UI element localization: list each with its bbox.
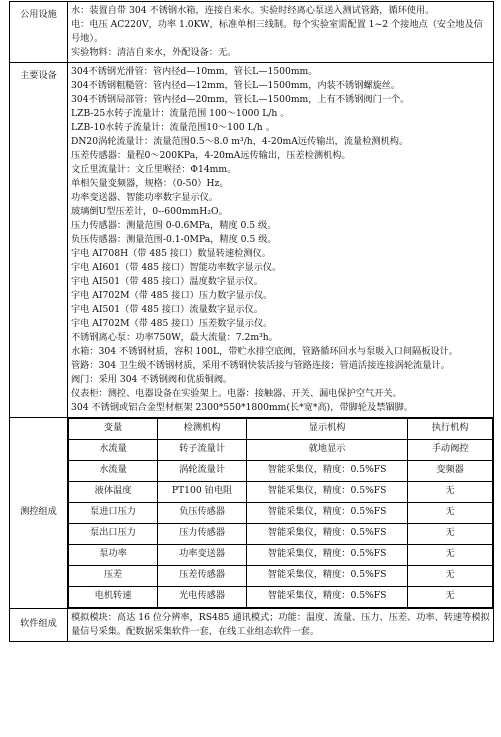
- cell-variable: 泵出口压力: [69, 524, 158, 545]
- cell-variable: 泵功率: [69, 545, 158, 566]
- equipment-line: 宇电 AI702M（带 485 接口）压力数字显示仪。: [71, 290, 273, 301]
- public-content: [68, 2, 494, 63]
- public-row: [10, 2, 494, 63]
- equipment-line: LZB-25水转子流量计：流量范围 100～1000 L/h 。: [71, 108, 290, 119]
- cell-variable: 液体温度: [69, 482, 158, 503]
- software-content: [68, 609, 494, 642]
- equipment-line: 304不锈钢光滑管：管内径d—10mm，管长L—1500mm。: [71, 66, 318, 77]
- table-row: [69, 503, 493, 524]
- equipment-line: 管路：304 卫生级不锈钢材质，采用不锈钢快装活接与管路连接；管道活接连接涡轮流量计。: [71, 360, 450, 371]
- cell-variable: 泵进口压力: [69, 503, 158, 524]
- equipment-line: 单相矢量变频器，规格：（0-50）Hz。: [71, 178, 229, 189]
- control-label: 测控组成: [10, 418, 68, 609]
- equipment-line: 玻璃倒U型压差计，0--600mmH₂O。: [71, 206, 228, 217]
- equipment-line: 功率变送器、智能功率数字显示仪。: [71, 192, 218, 203]
- table-row: [69, 482, 493, 503]
- equipment-line: 水箱：304 不锈钢材质，容积 100L，带贮水排空底阀，管路循环回水与泵吸入口间隔板设计。: [71, 346, 458, 357]
- equipment-line: 304不锈钢局部管：管内径d—20mm，管长L—1500mm，上有不锈钢阀门一个。: [71, 94, 410, 105]
- cell-variable: 电机转速: [69, 587, 158, 608]
- equipment-label: 主要设备: [10, 63, 68, 418]
- cell-display: 智能采集仪，精度：0.5%FS: [247, 503, 408, 524]
- cell-actuator: 无: [408, 545, 493, 566]
- header-actuator: 执行机构: [408, 419, 493, 440]
- cell-display: 智能采集仪，精度：0.5%FS: [247, 461, 408, 482]
- cell-display: 智能采集仪，精度：0.5%FS: [247, 545, 408, 566]
- cell-variable: 水流量: [69, 461, 158, 482]
- table-row: [69, 566, 493, 587]
- cell-detector: 压力传感器: [158, 524, 247, 545]
- table-row: [69, 461, 493, 482]
- cell-detector: 光电传感器: [158, 587, 247, 608]
- equipment-line: 压差传感器：量程0～200KPa，4-20mA远传输出，压差检测机构。: [71, 150, 351, 161]
- cell-detector: 压差传感器: [158, 566, 247, 587]
- public-water: 水：装置自带 304 不锈钢水箱，连接自来水。实验时经离心泵送入测试管路，循环使用。: [71, 5, 435, 16]
- control-content: [68, 418, 494, 609]
- spec-table: [9, 1, 494, 642]
- equipment-line: LZB-10水转子流量计：流量范围10～100 L/h 。: [71, 122, 275, 133]
- public-material: 实验物料：清洁自来水，外配设备：无。: [71, 47, 237, 58]
- cell-variable: 水流量: [69, 440, 158, 461]
- cell-variable: 压差: [69, 566, 158, 587]
- table-row: [69, 524, 493, 545]
- cell-detector: 负压传感器: [158, 503, 247, 524]
- equipment-line: 304不锈钢粗糙管：管内径d—12mm，管长L—1500mm，内装不锈钢螺旋丝。: [71, 80, 401, 91]
- cell-detector: PT100 铂电阻: [158, 482, 247, 503]
- control-header-row: [69, 419, 493, 440]
- table-row: [69, 440, 493, 461]
- cell-detector: 涡轮流量计: [158, 461, 247, 482]
- equipment-line: DN20涡轮流量计：流量范围0.5～8.0 m³/h，4-20mA远传输出，流量检测机构。: [71, 136, 409, 147]
- equipment-line: 宇电 AI702M（带 485 接口）压差数字显示仪。: [71, 318, 273, 329]
- cell-actuator: 变频器: [408, 461, 493, 482]
- table-row: [69, 587, 493, 608]
- cell-actuator: 无: [408, 587, 493, 608]
- header-variable: 变量: [69, 419, 158, 440]
- equipment-line: 阀门：采用 304 不锈钢阀和优质铜阀。: [71, 374, 233, 385]
- cell-actuator: 无: [408, 503, 493, 524]
- equipment-line: 不锈钢离心泵：功率750W，最大流量：7.2m³h。: [71, 332, 278, 343]
- equipment-content: [68, 63, 494, 418]
- cell-actuator: 无: [408, 482, 493, 503]
- software-row: [10, 609, 494, 642]
- cell-actuator: 无: [408, 566, 493, 587]
- cell-display: 智能采集仪，精度：0.5%FS: [247, 524, 408, 545]
- control-row: [10, 418, 494, 609]
- equipment-line: 仪表柜：测控、电器设备在实验架上。电器：接触器、开关、漏电保护空气开关。: [71, 388, 402, 399]
- header-detector: 检测机构: [158, 419, 247, 440]
- equipment-line: 宇电 AI501（带 485 接口）温度数字显示仪。: [71, 276, 263, 287]
- equipment-line: 文丘里流量计：文丘里喉径：Φ14mm。: [71, 164, 237, 175]
- cell-display: 智能采集仪，精度：0.5%FS: [247, 482, 408, 503]
- cell-actuator: 无: [408, 524, 493, 545]
- cell-detector: 功率变送器: [158, 545, 247, 566]
- software-line: 模拟模块：高达 16 位分辨率，RS485 通讯模式；功能：温度、流量、压力、压差、功率、转速等模拟量信号采集。配数据采集软件一套，在线工业组态软件一套。: [71, 612, 490, 637]
- public-label: 公用设施: [10, 2, 68, 63]
- equipment-row: [10, 63, 494, 418]
- cell-display: 就地显示: [247, 440, 408, 461]
- software-label: 软件组成: [10, 609, 68, 642]
- control-table: [68, 418, 493, 608]
- cell-actuator: 手动阀控: [408, 440, 493, 461]
- equipment-line: 宇电 AI601（带 485 接口）智能功率数字显示仪。: [71, 262, 282, 273]
- cell-display: 智能采集仪，精度：0.5%FS: [247, 587, 408, 608]
- equipment-line: 宇电 AI708H（带 485 接口）数显转速检测仪。: [71, 248, 271, 259]
- equipment-line: 宇电 AI501（带 485 接口）流量数字显示仪。: [71, 304, 263, 315]
- header-display: 显示机构: [247, 419, 408, 440]
- equipment-line: 负压传感器：测量范围-0.1-0MPa，精度 0.5 级。: [71, 234, 277, 245]
- cell-detector: 转子流量计: [158, 440, 247, 461]
- public-power: 电：电压 AC220V，功率 1.0KW，标准单相三线制。每个实验室需配置 1~2 个接地点（安全地及信号地）。: [71, 19, 483, 44]
- equipment-line: 304 不锈钢或铝合金型材框架 2300*550*1800mm(长*宽*高)，带脚轮及禁锢脚。: [71, 402, 413, 413]
- table-row: [69, 545, 493, 566]
- cell-display: 智能采集仪，精度：0.5%FS: [247, 566, 408, 587]
- equipment-line: 压力传感器：测量范围 0-0.6MPa，精度 0.5 级。: [71, 220, 277, 231]
